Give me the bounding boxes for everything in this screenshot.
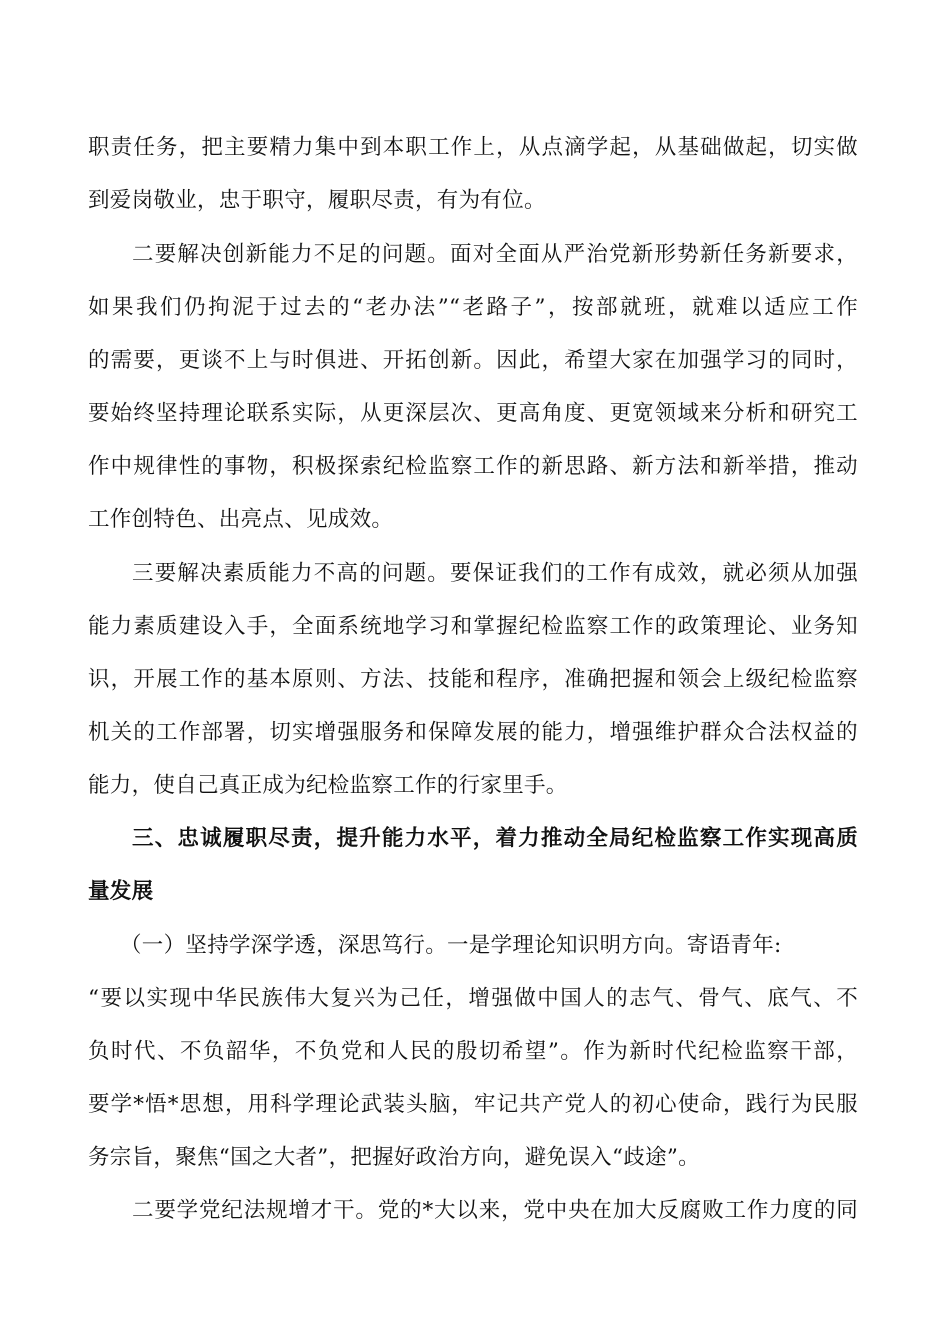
- body-text-line: 要学*悟*思想，用科学理论武装头脑，牢记共产党人的初心使命，践行为民服: [88, 1092, 858, 1117]
- paragraph-first-line: 三要解决素质能力不高的问题。要保证我们的工作有成效，就必须从加强: [132, 561, 858, 586]
- body-text-line: 识，开展工作的基本原则、方法、技能和程序，准确把握和领会上级纪检监察: [88, 667, 858, 692]
- body-text-line: 要始终坚持理论联系实际，从更深层次、更高角度、更宽领域来分析和研究工: [88, 401, 858, 426]
- section-heading-continued: 量发展: [88, 879, 154, 904]
- paragraph-first-line: 二要学党纪法规增才干。党的*大以来，党中央在加大反腐败工作力度的同: [132, 1198, 858, 1223]
- subsection-first-line: （一）坚持学深学透，深思笃行。一是学理论知识明方向。寄语青年:: [120, 933, 782, 958]
- body-text-line: 能力，使自己真正成为纪检监察工作的行家里手。: [88, 773, 568, 798]
- body-text-line: 的需要，更谈不上与时俱进、开拓创新。因此，希望大家在加强学习的同时，: [88, 348, 858, 373]
- body-text-line: “要以实现中华民族伟大复兴为己任，增强做中国人的志气、骨气、底气、不: [88, 986, 858, 1011]
- body-text-line: 负时代、不负韶华，不负党和人民的殷切希望”。作为新时代纪检监察干部，: [88, 1039, 858, 1064]
- body-text-line: 如果我们仍拘泥于过去的“老办法”“老路子”，按部就班，就难以适应工作: [88, 295, 858, 320]
- body-text-line: 职责任务，把主要精力集中到本职工作上，从点滴学起，从基础做起，切实做: [88, 135, 858, 160]
- body-text-line: 工作创特色、出亮点、见成效。: [88, 507, 394, 532]
- body-text-line: 作中规律性的事物，积极探索纪检监察工作的新思路、新方法和新举措，推动: [88, 454, 858, 479]
- paragraph-first-line: 二要解决创新能力不足的问题。面对全面从严治党新形势新任务新要求，: [132, 242, 858, 267]
- body-text-line: 能力素质建设入手，全面系统地学习和掌握纪检监察工作的政策理论、业务知: [88, 614, 858, 639]
- body-text-line: 务宗旨，聚焦“国之大者”，把握好政治方向，避免误入“歧途”。: [88, 1145, 700, 1170]
- section-heading: 三、忠诚履职尽责，提升能力水平，着力推动全局纪检监察工作实现高质: [132, 826, 858, 851]
- body-text-line: 机关的工作部署，切实增强服务和保障发展的能力，增强维护群众合法权益的: [88, 720, 858, 745]
- body-text-line: 到爱岗敬业，忠于职守，履职尽责，有为有位。: [88, 188, 546, 213]
